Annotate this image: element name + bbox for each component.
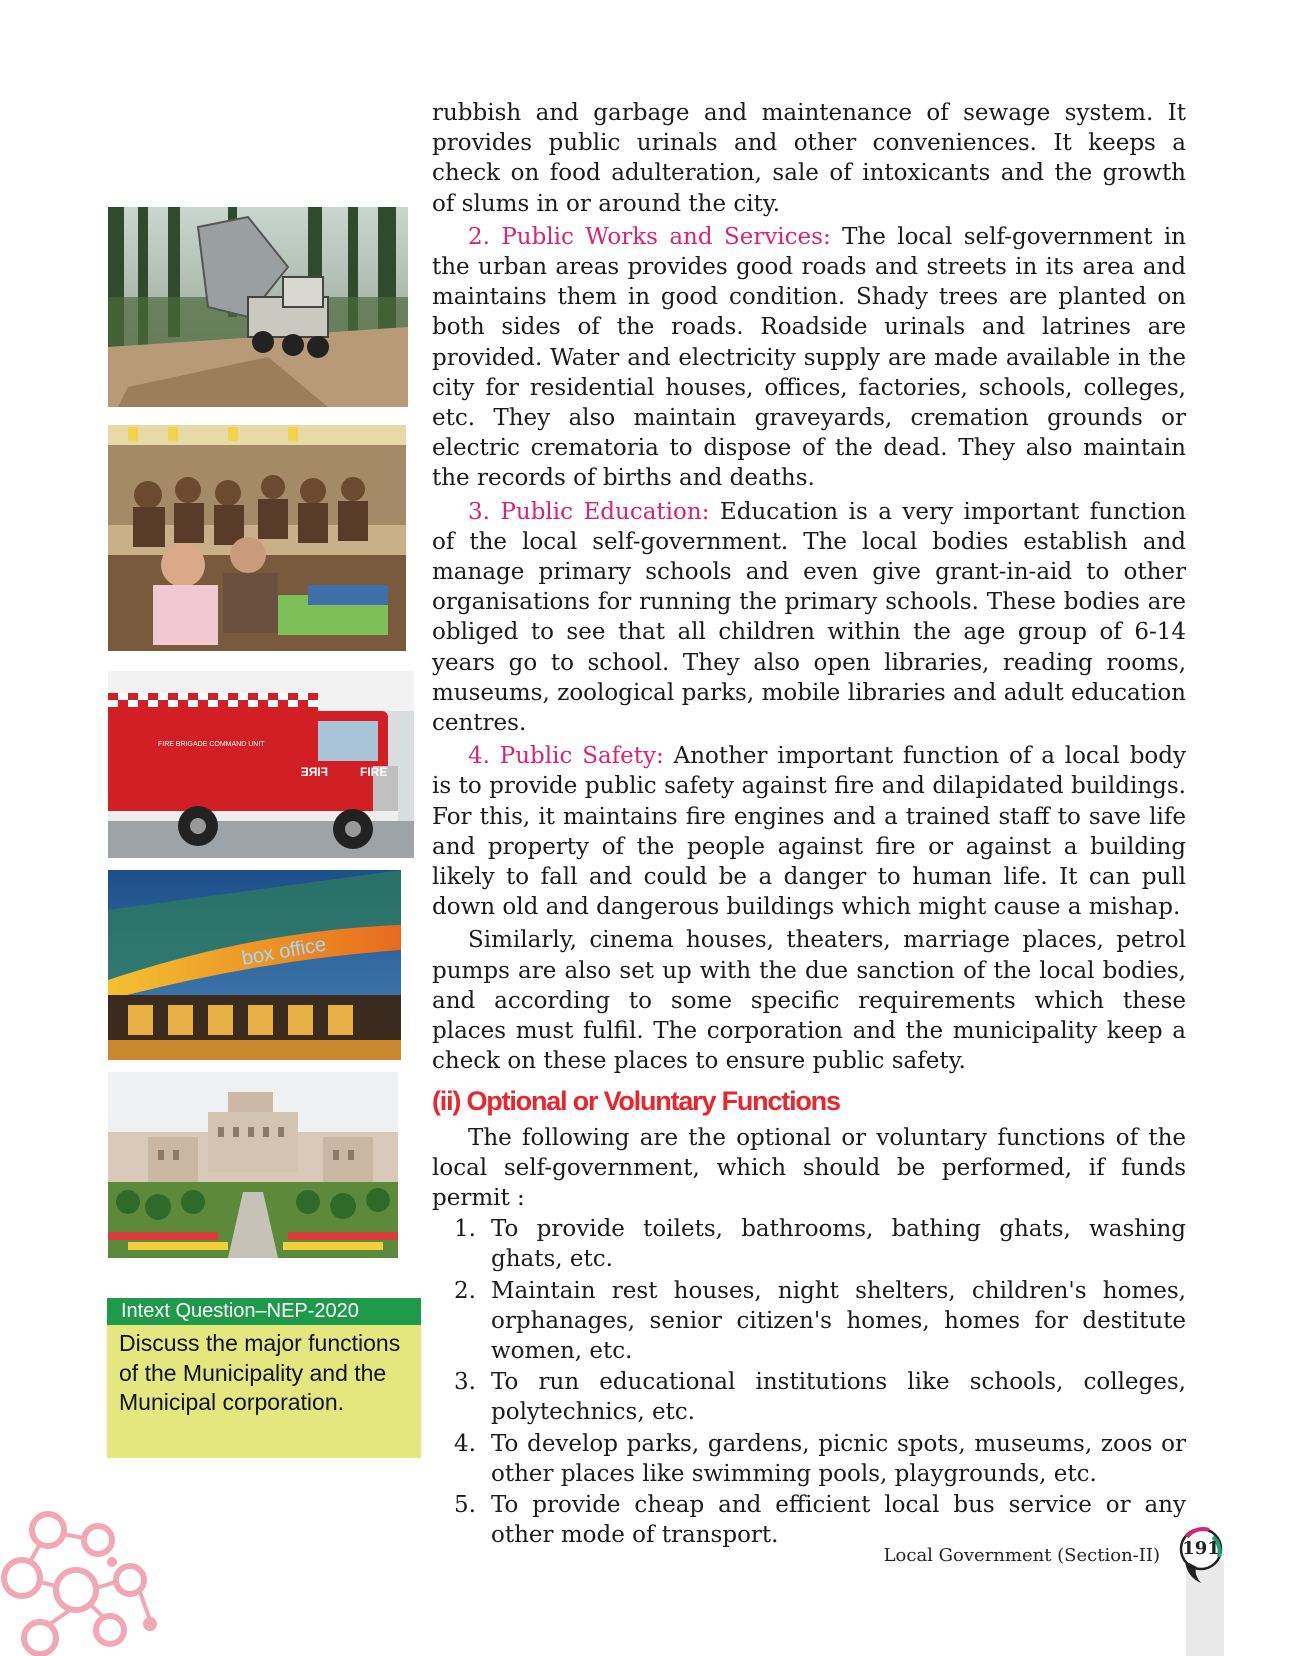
list-item-number: 1. — [454, 1216, 476, 1243]
list-item-text: To develop parks, gardens, picnic spots, museums, zoos or other places like swimming pools, playgrounds, etc. — [491, 1430, 1186, 1487]
institution-building-photo — [108, 1072, 398, 1258]
public-safety-text: Another important function of a local body is to provide public safety against fire and dilapidated buildings. For this, it maintains fire engines and a trained staff to save life and property of the people against fire or against a building likely to fall and could be a danger to human life. It can pull down old and dangerous buildings which might cause a mishap. — [432, 743, 1186, 921]
page-number: 191 — [1182, 1538, 1220, 1559]
fire-mirror-label: FIRE — [300, 765, 328, 779]
list-item — [432, 1429, 1186, 1489]
decorative-circles-icon — [0, 1500, 180, 1656]
paragraph-public-education — [432, 497, 1186, 739]
paragraph-public-works — [432, 222, 1186, 494]
list-item-number: 4. — [454, 1430, 476, 1457]
intext-question-body: Discuss the major functions of the Municipality and the Municipal corporation. — [119, 1330, 401, 1415]
paragraph-sanitation-continued: rubbish and garbage and maintenance of sewage system. It provides public urinals and other conveniences. It keeps a check on food adulteration, sale of intoxicants and the growth of slums in or around the city. — [432, 100, 1186, 217]
page-number-badge — [1179, 1527, 1223, 1571]
list-item — [432, 1367, 1186, 1427]
optional-functions-list — [432, 1214, 1186, 1550]
public-education-heading: 3. Public Education: — [468, 498, 710, 525]
list-item-number: 5. — [454, 1491, 476, 1518]
list-item — [432, 1490, 1186, 1550]
main-text-column — [432, 98, 1186, 1550]
list-item-number: 2. — [454, 1277, 476, 1304]
list-item-number: 3. — [454, 1369, 476, 1396]
footer-chapter-title: Local Government (Section-II) — [883, 1545, 1160, 1566]
public-education-text: Education is a very important function of the local self-government. The local bodies establish and manage primary schools and even give grant-in-aid to other organisations for running the primary schools. These bodies are obliged to see that all children within the age group of 6-14 years go to school. They also open libraries, reading rooms, museums, zoological parks, mobile libraries and adult education centres. — [432, 498, 1187, 737]
fire-label: FIRE — [360, 765, 388, 779]
intext-question-box — [107, 1298, 421, 1458]
dump-truck-photo — [108, 207, 408, 407]
paragraph-public-safety — [432, 741, 1186, 922]
public-works-text: The local self-government in the urban areas provides good roads and streets in its area and maintains them in good condition. Shady trees are planted on both sides of the roads. Roadside urinals and latrines are provided. Water and electricity supply are made available in the city for residential houses, offices, factories, schools, colleges, etc. They also maintain graveyards, cremation grounds or electric crematoria to dispose of the dead. They also maintain the records of births and deaths. — [432, 223, 1186, 492]
fire-unit-label: FIRE BRIGADE COMMAND UNIT — [158, 741, 265, 748]
cinema-box-office-photo — [108, 870, 401, 1060]
list-item-text: To provide toilets, bathrooms, bathing ghats, washing ghats, etc. — [491, 1216, 1186, 1273]
fire-truck-photo — [108, 671, 414, 858]
list-item-text: To run educational institutions like schools, colleges, polytechnics, etc. — [491, 1369, 1186, 1426]
section-heading-optional-functions: (ii) Optional or Voluntary Functions — [432, 1085, 840, 1116]
paragraph-optional-intro: The following are the optional or voluntary functions of the local self-government, which should be performed, if funds permit : — [432, 1124, 1186, 1211]
list-item-text: To provide cheap and efficient local bus service or any other mode of transport. — [491, 1491, 1186, 1549]
list-item-text: Maintain rest houses, night shelters, children's homes, orphanages, senior citizen's homes, homes for destitute women, etc. — [491, 1277, 1186, 1364]
intext-question-heading: Intext Question–NEP-2020 — [107, 1298, 421, 1325]
list-item — [432, 1214, 1186, 1274]
public-works-heading: 2. Public Works and Services: — [468, 223, 831, 250]
box-office-sign: box office — [240, 933, 328, 970]
classroom-children-photo — [108, 425, 406, 651]
public-safety-heading: 4. Public Safety: — [468, 743, 664, 770]
paragraph-cinema-sanction: Similarly, cinema houses, theaters, marriage places, petrol pumps are also set up with the due sanction of the local bodies, and according to some specific requirements which these places must fulfil. The corporation and the municipality keep a check on these places to ensure public safety. — [432, 927, 1186, 1075]
list-item — [432, 1276, 1186, 1367]
